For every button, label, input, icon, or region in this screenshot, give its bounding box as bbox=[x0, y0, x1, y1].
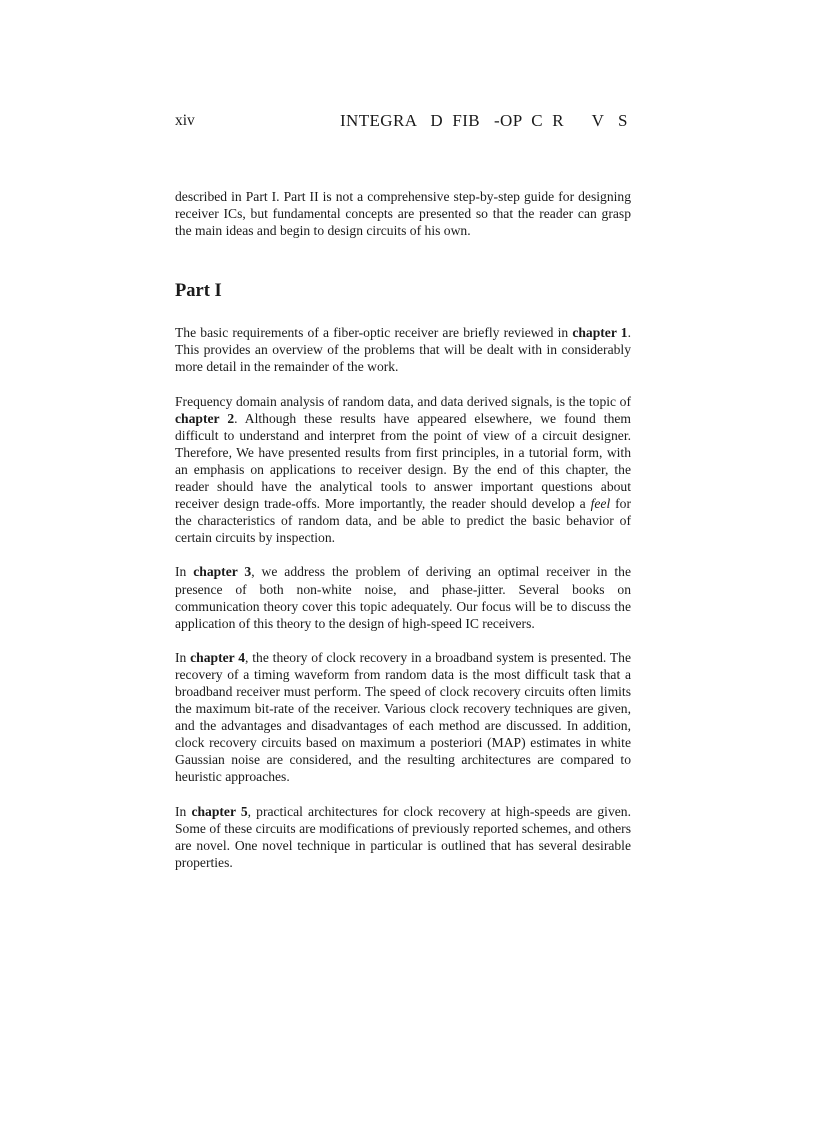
page-body bbox=[175, 188, 631, 888]
text-run: In bbox=[175, 649, 191, 665]
page-header bbox=[175, 108, 631, 134]
text-run: In bbox=[175, 564, 194, 580]
text-run: The basic requirements of a fiber-optic receiver are briefly reviewed in bbox=[175, 325, 573, 341]
paragraph-chapter-4 bbox=[175, 649, 631, 786]
paragraph-chapter-3 bbox=[175, 563, 631, 631]
running-title: INTEGRA D FIB -OP C R V S bbox=[340, 111, 628, 130]
intro-paragraph: described in Part I. Part II is not a comprehensive step-by-step guide for designing receiver ICs, but fundamental concepts are presented so that the reader can grasp the main ideas and begin to design circuits of his own. bbox=[175, 189, 631, 239]
paragraph-chapter-2 bbox=[175, 393, 631, 547]
chapter-reference: chapter 3 bbox=[193, 564, 252, 580]
chapter-reference: chapter 2 bbox=[175, 410, 235, 426]
text-run: , the theory of clock recovery in a broadband system is presented. The recovery of a timing waveform from random data is the most difficult task that a broadband receiver must perform. The speed of clock recovery circuits often limits the maximum bit-rate of the receiver. Various clock recovery techniques are given, and the advantages and disadvantages of each method are discussed. In addition, clock recovery circuits based on maximum a posteriori (MAP) estimates in white Gaussian noise are considered, and the resulting architectures are compared to heuristic approaches. bbox=[175, 649, 631, 785]
emphasis: feel bbox=[590, 496, 611, 512]
section-heading: Part I bbox=[175, 281, 222, 302]
text-run: . Although these results have appeared elsewhere, we found them difficult to understand and interpret from the point of view of a circuit designer. Therefore, We have presented results from first principles, in a tutorial form, with an emphasis on applications to receiver design. By the end of this chapter, the reader should have the analytical tools to answer important questions about receiver design trade-offs. More importantly, the reader should develop a bbox=[175, 410, 631, 512]
text-run: Frequency domain analysis of random data, and data derived signals, is the topic of bbox=[175, 393, 631, 409]
paragraph-chapter-5 bbox=[175, 803, 631, 871]
page-number: xiv bbox=[175, 112, 195, 129]
paragraph-chapter-1 bbox=[175, 324, 631, 375]
chapter-reference: chapter 5 bbox=[191, 803, 248, 819]
text-run: In bbox=[175, 803, 192, 819]
text-run: , practical architectures for clock recovery at high-speeds are given. Some of these circuits are modifications of previously reported schemes, and others are novel. One novel technique in particular is outlined that has several desirable properties. bbox=[175, 803, 631, 870]
chapter-reference: chapter 1 bbox=[572, 325, 628, 341]
text-run: for the characteristics of random data, and be able to predict the basic behavior of certain circuits by inspection. bbox=[175, 496, 631, 546]
chapter-reference: chapter 4 bbox=[190, 649, 246, 665]
text-run: . This provides an overview of the problems that will be dealt with in considerably more detail in the remainder of the work. bbox=[175, 325, 631, 375]
text-run: , we address the problem of deriving an optimal receiver in the presence of both non-white noise, and phase-jitter. Several books on communication theory cover this topic adequately. Our focus will be to discuss the application of this theory to the design of high-speed IC receivers. bbox=[175, 564, 631, 631]
